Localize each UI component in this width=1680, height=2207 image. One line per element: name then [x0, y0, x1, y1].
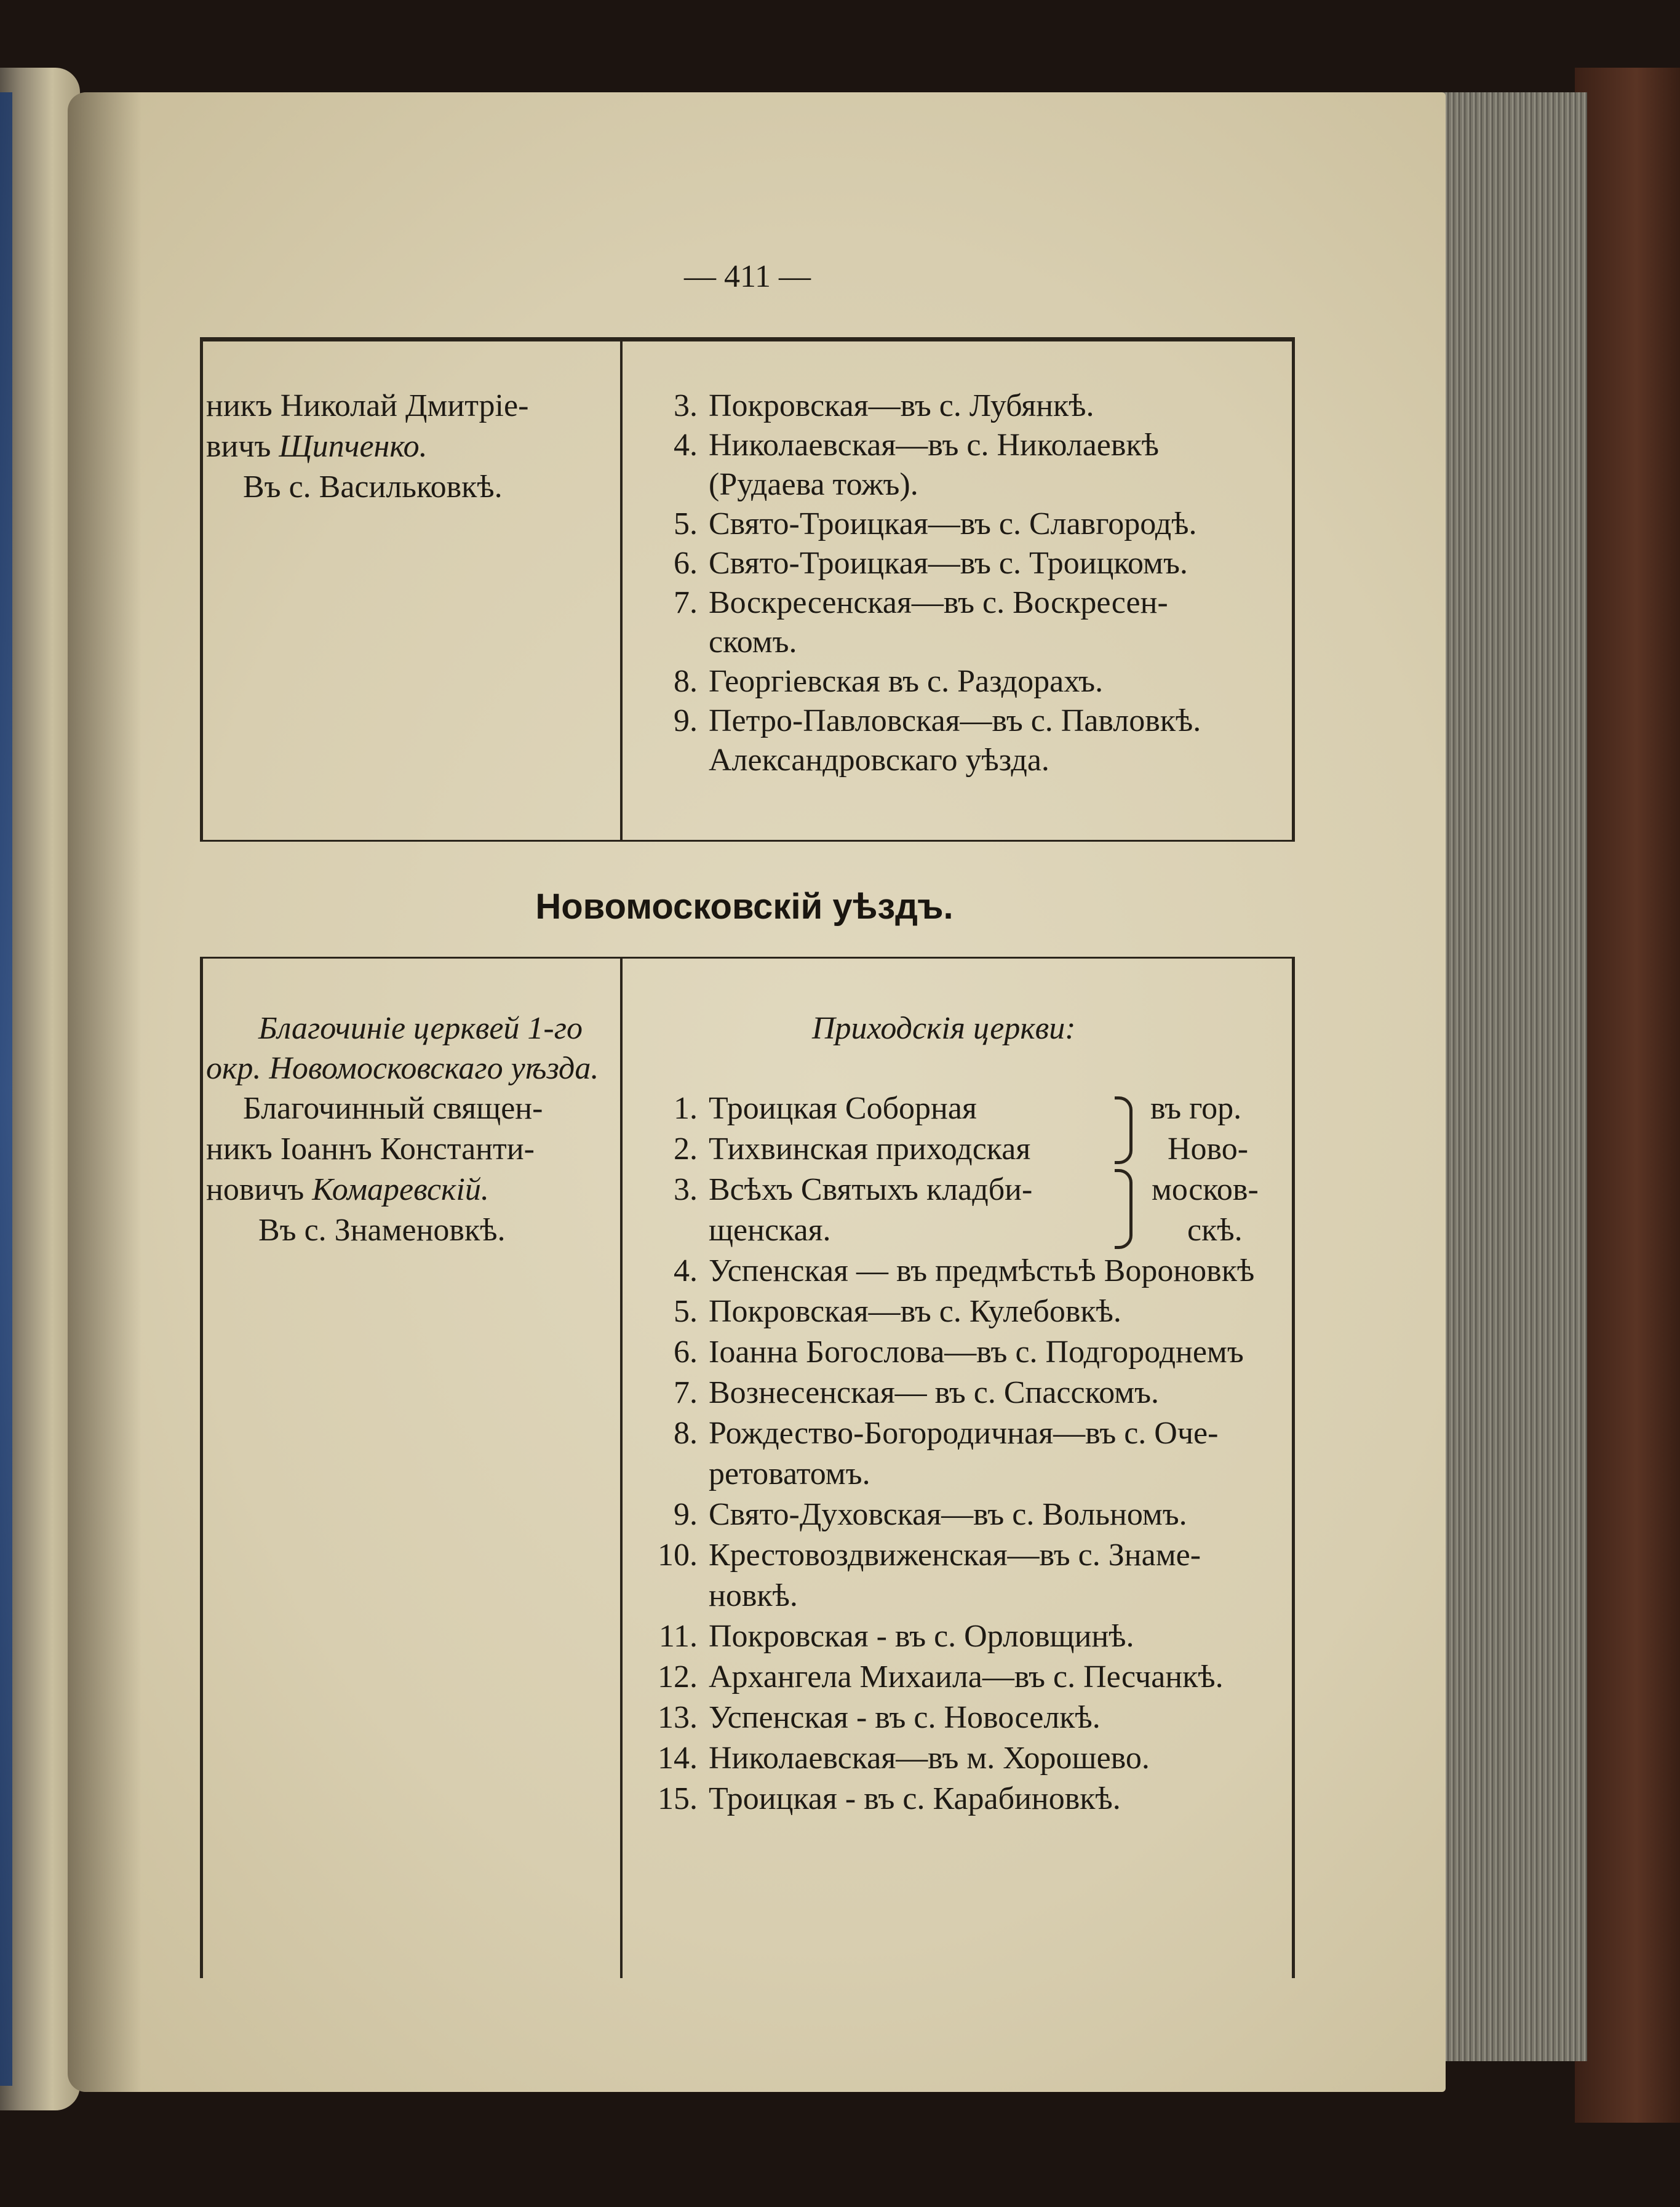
deanery-title: Благочиніе церквей 1-го	[258, 1011, 583, 1046]
left-text-line: никъ Николай Дмитріе-	[206, 388, 529, 423]
list-item: Александровскаго уѣзда.	[709, 743, 1049, 778]
brace-label: въ гор.	[1150, 1091, 1242, 1126]
list-item: 7. Вознесенская— въ с. Спасскомъ.	[674, 1375, 1160, 1410]
list-item: 6. Іоанна Богослова—въ с. Подгороднемъ	[674, 1335, 1244, 1370]
page-number: — 411 —	[683, 259, 811, 294]
book-cover	[1575, 68, 1680, 2123]
left-border-top	[200, 337, 203, 842]
left-text-line: новичъ Комаревскій.	[206, 1172, 489, 1207]
section-divider-1	[203, 840, 1292, 842]
parish-churches-header: Приходскія церкви:	[812, 1011, 1076, 1046]
list-item: 1. Троицкая Соборная	[674, 1091, 977, 1126]
list-item: 4. Успенская — въ предмѣстьѣ Вороновкѣ	[674, 1253, 1255, 1288]
center-divider-bottom	[620, 957, 623, 1978]
left-text-line: Въ с. Знаменовкѣ.	[258, 1213, 506, 1248]
list-item: 14. Николаевская—въ м. Хорошево.	[658, 1741, 1150, 1776]
left-text-line: Благочинный священ-	[243, 1091, 543, 1126]
list-item: 8. Рождество-Богородичная—въ с. Оче-	[674, 1416, 1219, 1451]
brace-label: Ново-	[1168, 1131, 1249, 1167]
right-border-top	[1292, 337, 1295, 842]
left-border-bottom	[200, 957, 203, 1978]
list-item: 5. Покровская—въ с. Кулебовкѣ.	[674, 1294, 1121, 1329]
list-item: 3. Всѣхъ Святыхъ кладби-	[674, 1172, 1033, 1207]
list-item: скомъ.	[709, 625, 797, 660]
brace-label: москов-	[1152, 1172, 1259, 1207]
top-rule	[200, 337, 1295, 341]
list-item: 2. Тихвинская приходская	[674, 1131, 1031, 1167]
gutter-shadow	[68, 92, 141, 2092]
section-divider-2	[203, 957, 1292, 959]
list-item: 6. Свято-Троицкая—въ с. Троицкомъ.	[674, 546, 1188, 581]
list-item: 9. Петро-Павловская—въ с. Павловкѣ.	[674, 703, 1201, 738]
list-item: 15. Троицкая - въ с. Карабиновкѣ.	[658, 1781, 1121, 1816]
list-item: 7. Воскресенская—въ с. Воскресен-	[674, 585, 1168, 620]
left-text-line: Въ с. Васильковкѣ.	[243, 469, 503, 505]
surname-italic: Щипченко.	[279, 429, 428, 464]
deanery-title: окр. Новомосковскаго уѣзда.	[206, 1051, 599, 1086]
surname-italic: Комаревскій.	[312, 1172, 489, 1207]
list-item: ретоватомъ.	[709, 1456, 870, 1491]
list-item: 11. Покровская - въ с. Орловщинѣ.	[658, 1619, 1134, 1654]
section-heading: Новомосковскій уѣздъ.	[535, 887, 953, 927]
list-item: 4. Николаевская—въ с. Николаевкѣ	[674, 428, 1159, 463]
list-item: 3. Покровская—въ с. Лубянкѣ.	[674, 388, 1094, 423]
list-item: 9. Свято-Духовская—въ с. Вольномъ.	[674, 1497, 1187, 1532]
list-item: 13. Успенская - въ с. Новоселкѣ.	[658, 1700, 1101, 1735]
left-text-line: вичъ Щипченко.	[206, 429, 428, 464]
page-edges	[1433, 92, 1587, 2061]
center-divider-top	[620, 337, 623, 842]
list-item: 10. Крестовоздвиженская—въ с. Знаме-	[658, 1538, 1201, 1573]
list-item: (Рудаева тожъ).	[709, 467, 918, 502]
list-item: щенская.	[709, 1213, 831, 1248]
brace-label: скѣ.	[1187, 1213, 1243, 1248]
brace-top	[1115, 1096, 1133, 1164]
left-text-line: никъ Іоаннъ Константи-	[206, 1131, 535, 1167]
list-item: 8. Георгіевская въ с. Раздорахъ.	[674, 664, 1104, 699]
list-item: 5. Свято-Троицкая—въ с. Славгородѣ.	[674, 506, 1197, 541]
right-border-bottom	[1292, 957, 1295, 1978]
brace-bottom	[1115, 1169, 1133, 1249]
list-item: 12. Архангела Михаила—въ с. Песчанкѣ.	[658, 1659, 1224, 1694]
list-item: новкѣ.	[709, 1578, 798, 1613]
